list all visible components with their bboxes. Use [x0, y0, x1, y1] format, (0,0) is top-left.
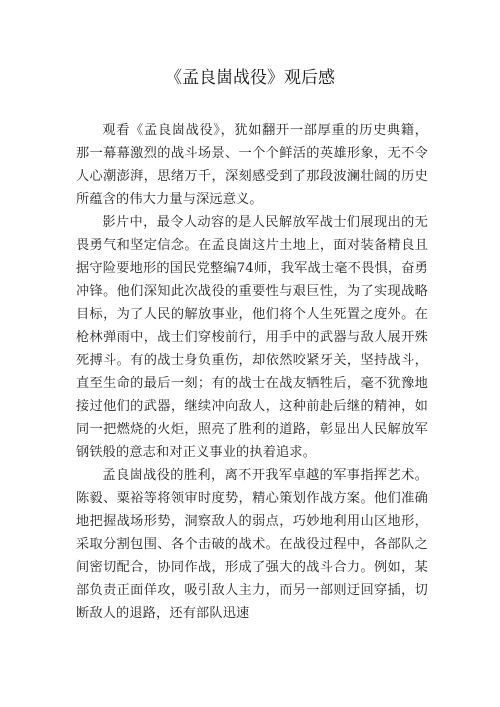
paragraph-2: 影片中，最令人动容的是人民解放军战士们展现出的无畏勇气和坚定信念。在孟良崮这片土地上，面对装备精良且据守险要地形的国民党整编74师，我军战士毫不畏惧，奋勇冲锋。他们深知此次战役的重要性与艰巨性，为了实现战略目标，为了人民的解放事业，他们将个人生死置之度外。在枪林弹雨中，战士们穿梭前行，用手中的武器与敌人展开殊死搏斗。有的战士身负重伤，却依然咬紧牙关，坚持战斗，直至生命的最后一刻；有的战士在战友牺牲后，毫不犹豫地接过他们的武器，继续冲向敌人，这种前赴后继的精神，如同一把燃烧的火炬，照亮了胜利的道路，彰显出人民解放军钢铁般的意志和对正义事业的执着追求。: [76, 215, 428, 460]
document-body: [76, 119, 428, 625]
paragraph-1: 观看《孟良崮战役》，犹如翻开一部厚重的历史典籍，那一幕幕激烈的战斗场景、一个个鲜活的英雄形象，无不令人心潮澎湃，思绪万千，深刻感受到了那段波澜壮阔的历史所蕴含的伟大力量与深远意义。: [76, 123, 428, 207]
paragraph-3: 孟良崮战役的胜利，离不开我军卓越的军事指挥艺术。陈毅、粟裕等将领审时度势，精心策划作战方案。他们准确地把握战场形势，洞察敌人的弱点，巧妙地利用山区地形，采取分割包围、各个击破的战术。在战役过程中，各部队之间密切配合，协同作战，形成了强大的战斗合力。例如，某部负责正面佯攻，吸引敌人主力，而另一部则迂回穿插，切断敌人的退路，还有部队迅速: [76, 468, 428, 621]
document-title: 《孟良崮战役》观后感: [165, 68, 335, 88]
